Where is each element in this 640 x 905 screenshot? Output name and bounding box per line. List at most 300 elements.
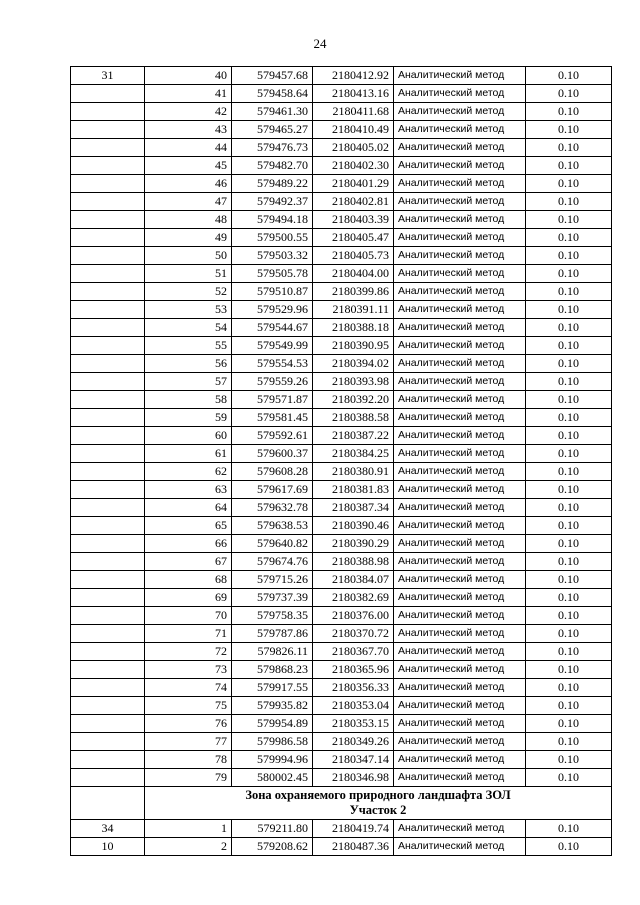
- x-coordinate-cell: 579211.80: [232, 820, 313, 838]
- error-cell: 0.10: [526, 409, 612, 427]
- table-row: [71, 571, 612, 589]
- x-coordinate-cell: 579510.87: [232, 283, 313, 301]
- point-number-cell: 45: [145, 157, 232, 175]
- y-coordinate-cell: 2180390.95: [313, 337, 394, 355]
- x-coordinate-cell: 579787.86: [232, 625, 313, 643]
- contour-cell: [71, 499, 145, 517]
- y-coordinate-cell: 2180393.98: [313, 373, 394, 391]
- y-coordinate-cell: 2180403.39: [313, 211, 394, 229]
- y-coordinate-cell: 2180405.02: [313, 139, 394, 157]
- point-number-cell: 70: [145, 607, 232, 625]
- error-cell: 0.10: [526, 463, 612, 481]
- point-number-cell: 65: [145, 517, 232, 535]
- x-coordinate-cell: 579554.53: [232, 355, 313, 373]
- x-coordinate-cell: 579935.82: [232, 697, 313, 715]
- y-coordinate-cell: 2180380.91: [313, 463, 394, 481]
- error-cell: 0.10: [526, 103, 612, 121]
- x-coordinate-cell: 579505.78: [232, 265, 313, 283]
- method-cell: Аналитический метод: [394, 769, 526, 787]
- point-number-cell: 74: [145, 679, 232, 697]
- method-cell: Аналитический метод: [394, 265, 526, 283]
- point-number-cell: 2: [145, 838, 232, 856]
- y-coordinate-cell: 2180402.30: [313, 157, 394, 175]
- contour-cell: [71, 229, 145, 247]
- method-cell: Аналитический метод: [394, 499, 526, 517]
- y-coordinate-cell: 2180392.20: [313, 391, 394, 409]
- point-number-cell: 51: [145, 265, 232, 283]
- point-number-cell: 53: [145, 301, 232, 319]
- table-row: [71, 247, 612, 265]
- x-coordinate-cell: 579737.39: [232, 589, 313, 607]
- y-coordinate-cell: 2180387.22: [313, 427, 394, 445]
- point-number-cell: 59: [145, 409, 232, 427]
- table-row: [71, 85, 612, 103]
- x-coordinate-cell: 579489.22: [232, 175, 313, 193]
- contour-cell: [71, 247, 145, 265]
- error-cell: 0.10: [526, 319, 612, 337]
- y-coordinate-cell: 2180391.11: [313, 301, 394, 319]
- table-row: [71, 373, 612, 391]
- point-number-cell: 77: [145, 733, 232, 751]
- table-row: [71, 355, 612, 373]
- contour-cell: [71, 301, 145, 319]
- y-coordinate-cell: 2180388.98: [313, 553, 394, 571]
- table-row: [71, 337, 612, 355]
- contour-cell: [71, 445, 145, 463]
- method-cell: Аналитический метод: [394, 463, 526, 481]
- x-coordinate-cell: 579715.26: [232, 571, 313, 589]
- point-number-cell: 61: [145, 445, 232, 463]
- x-coordinate-cell: 579476.73: [232, 139, 313, 157]
- y-coordinate-cell: 2180404.00: [313, 265, 394, 283]
- method-cell: Аналитический метод: [394, 535, 526, 553]
- point-number-cell: 76: [145, 715, 232, 733]
- contour-cell: [71, 175, 145, 193]
- error-cell: 0.10: [526, 589, 612, 607]
- error-cell: 0.10: [526, 67, 612, 85]
- point-number-cell: 79: [145, 769, 232, 787]
- method-cell: Аналитический метод: [394, 301, 526, 319]
- method-cell: Аналитический метод: [394, 625, 526, 643]
- method-cell: Аналитический метод: [394, 571, 526, 589]
- point-number-cell: 47: [145, 193, 232, 211]
- method-cell: Аналитический метод: [394, 697, 526, 715]
- contour-cell: [71, 211, 145, 229]
- point-number-cell: 64: [145, 499, 232, 517]
- method-cell: Аналитический метод: [394, 589, 526, 607]
- x-coordinate-cell: 579640.82: [232, 535, 313, 553]
- section-title-line2: Участок 2: [349, 803, 407, 817]
- section-empty-cell: [71, 787, 145, 820]
- error-cell: 0.10: [526, 733, 612, 751]
- x-coordinate-cell: 579600.37: [232, 445, 313, 463]
- contour-cell: [71, 85, 145, 103]
- error-cell: 0.10: [526, 337, 612, 355]
- y-coordinate-cell: 2180353.15: [313, 715, 394, 733]
- y-coordinate-cell: 2180390.29: [313, 535, 394, 553]
- contour-cell: [71, 139, 145, 157]
- error-cell: 0.10: [526, 373, 612, 391]
- error-cell: 0.10: [526, 535, 612, 553]
- error-cell: 0.10: [526, 517, 612, 535]
- contour-cell: [71, 751, 145, 769]
- table-row: [71, 715, 612, 733]
- table-row: [71, 607, 612, 625]
- table-row: [71, 103, 612, 121]
- error-cell: 0.10: [526, 751, 612, 769]
- point-number-cell: 55: [145, 337, 232, 355]
- error-cell: 0.10: [526, 838, 612, 856]
- table-row: [71, 535, 612, 553]
- table-row: [71, 193, 612, 211]
- x-coordinate-cell: 579208.62: [232, 838, 313, 856]
- error-cell: 0.10: [526, 175, 612, 193]
- contour-cell: 10: [71, 838, 145, 856]
- x-coordinate-cell: 579592.61: [232, 427, 313, 445]
- point-number-cell: 54: [145, 319, 232, 337]
- error-cell: 0.10: [526, 643, 612, 661]
- table-row: [71, 463, 612, 481]
- error-cell: 0.10: [526, 427, 612, 445]
- error-cell: 0.10: [526, 571, 612, 589]
- point-number-cell: 69: [145, 589, 232, 607]
- method-cell: Аналитический метод: [394, 373, 526, 391]
- y-coordinate-cell: 2180405.73: [313, 247, 394, 265]
- contour-cell: [71, 589, 145, 607]
- y-coordinate-cell: 2180382.69: [313, 589, 394, 607]
- error-cell: 0.10: [526, 211, 612, 229]
- point-number-cell: 78: [145, 751, 232, 769]
- contour-cell: [71, 427, 145, 445]
- y-coordinate-cell: 2180390.46: [313, 517, 394, 535]
- x-coordinate-cell: 579544.67: [232, 319, 313, 337]
- point-number-cell: 58: [145, 391, 232, 409]
- contour-cell: [71, 625, 145, 643]
- error-cell: 0.10: [526, 301, 612, 319]
- contour-cell: 34: [71, 820, 145, 838]
- y-coordinate-cell: 2180349.26: [313, 733, 394, 751]
- contour-cell: [71, 409, 145, 427]
- table-row: [71, 589, 612, 607]
- table-row: [71, 391, 612, 409]
- x-coordinate-cell: 579492.37: [232, 193, 313, 211]
- error-cell: 0.10: [526, 391, 612, 409]
- x-coordinate-cell: 579461.30: [232, 103, 313, 121]
- error-cell: 0.10: [526, 697, 612, 715]
- point-number-cell: 42: [145, 103, 232, 121]
- x-coordinate-cell: 579986.58: [232, 733, 313, 751]
- table-row: [71, 697, 612, 715]
- contour-cell: [71, 355, 145, 373]
- point-number-cell: 48: [145, 211, 232, 229]
- y-coordinate-cell: 2180367.70: [313, 643, 394, 661]
- x-coordinate-cell: 579458.64: [232, 85, 313, 103]
- error-cell: 0.10: [526, 625, 612, 643]
- y-coordinate-cell: 2180376.00: [313, 607, 394, 625]
- y-coordinate-cell: 2180347.14: [313, 751, 394, 769]
- error-cell: 0.10: [526, 607, 612, 625]
- contour-cell: [71, 283, 145, 301]
- method-cell: Аналитический метод: [394, 337, 526, 355]
- y-coordinate-cell: 2180388.58: [313, 409, 394, 427]
- method-cell: Аналитический метод: [394, 85, 526, 103]
- x-coordinate-cell: 579994.96: [232, 751, 313, 769]
- y-coordinate-cell: 2180399.86: [313, 283, 394, 301]
- contour-cell: [71, 679, 145, 697]
- method-cell: Аналитический метод: [394, 139, 526, 157]
- section-title-line1: Зона охраняемого природного ландшафта ЗОЛ: [245, 788, 511, 802]
- point-number-cell: 71: [145, 625, 232, 643]
- method-cell: Аналитический метод: [394, 67, 526, 85]
- table-row: [71, 625, 612, 643]
- x-coordinate-cell: 579826.11: [232, 643, 313, 661]
- table-row: [71, 820, 612, 838]
- section-header-row: [71, 787, 612, 820]
- table-row: [71, 211, 612, 229]
- table-row: [71, 427, 612, 445]
- error-cell: 0.10: [526, 499, 612, 517]
- contour-cell: [71, 373, 145, 391]
- x-coordinate-cell: 579608.28: [232, 463, 313, 481]
- contour-cell: 31: [71, 67, 145, 85]
- y-coordinate-cell: 2180387.34: [313, 499, 394, 517]
- method-cell: Аналитический метод: [394, 193, 526, 211]
- x-coordinate-cell: 579494.18: [232, 211, 313, 229]
- contour-cell: [71, 319, 145, 337]
- y-coordinate-cell: 2180346.98: [313, 769, 394, 787]
- x-coordinate-cell: 579529.96: [232, 301, 313, 319]
- table-row: [71, 139, 612, 157]
- contour-cell: [71, 769, 145, 787]
- method-cell: Аналитический метод: [394, 751, 526, 769]
- x-coordinate-cell: 579868.23: [232, 661, 313, 679]
- table-row: [71, 751, 612, 769]
- contour-cell: [71, 535, 145, 553]
- method-cell: Аналитический метод: [394, 283, 526, 301]
- point-number-cell: 56: [145, 355, 232, 373]
- contour-cell: [71, 265, 145, 283]
- y-coordinate-cell: 2180402.81: [313, 193, 394, 211]
- point-number-cell: 44: [145, 139, 232, 157]
- table-row: [71, 679, 612, 697]
- method-cell: Аналитический метод: [394, 517, 526, 535]
- y-coordinate-cell: 2180413.16: [313, 85, 394, 103]
- method-cell: Аналитический метод: [394, 481, 526, 499]
- table-row: [71, 229, 612, 247]
- x-coordinate-cell: 579559.26: [232, 373, 313, 391]
- table-row: [71, 301, 612, 319]
- table-row: [71, 517, 612, 535]
- table-row: [71, 481, 612, 499]
- method-cell: Аналитический метод: [394, 445, 526, 463]
- contour-cell: [71, 733, 145, 751]
- point-number-cell: 66: [145, 535, 232, 553]
- error-cell: 0.10: [526, 229, 612, 247]
- table-row: [71, 838, 612, 856]
- error-cell: 0.10: [526, 265, 612, 283]
- x-coordinate-cell: 579581.45: [232, 409, 313, 427]
- error-cell: 0.10: [526, 355, 612, 373]
- contour-cell: [71, 697, 145, 715]
- point-number-cell: 41: [145, 85, 232, 103]
- error-cell: 0.10: [526, 715, 612, 733]
- point-number-cell: 40: [145, 67, 232, 85]
- table-row: [71, 121, 612, 139]
- error-cell: 0.10: [526, 481, 612, 499]
- method-cell: Аналитический метод: [394, 733, 526, 751]
- table-row: [71, 769, 612, 787]
- method-cell: Аналитический метод: [394, 409, 526, 427]
- y-coordinate-cell: 2180370.72: [313, 625, 394, 643]
- x-coordinate-cell: 579674.76: [232, 553, 313, 571]
- x-coordinate-cell: 580002.45: [232, 769, 313, 787]
- method-cell: Аналитический метод: [394, 427, 526, 445]
- contour-cell: [71, 121, 145, 139]
- method-cell: Аналитический метод: [394, 715, 526, 733]
- method-cell: Аналитический метод: [394, 838, 526, 856]
- error-cell: 0.10: [526, 121, 612, 139]
- point-number-cell: 46: [145, 175, 232, 193]
- point-number-cell: 68: [145, 571, 232, 589]
- point-number-cell: 1: [145, 820, 232, 838]
- error-cell: 0.10: [526, 283, 612, 301]
- error-cell: 0.10: [526, 247, 612, 265]
- contour-cell: [71, 481, 145, 499]
- coordinates-table: [70, 66, 612, 856]
- error-cell: 0.10: [526, 85, 612, 103]
- point-number-cell: 67: [145, 553, 232, 571]
- section-title: [145, 787, 612, 820]
- method-cell: Аналитический метод: [394, 103, 526, 121]
- y-coordinate-cell: 2180356.33: [313, 679, 394, 697]
- table-row: [71, 265, 612, 283]
- y-coordinate-cell: 2180365.96: [313, 661, 394, 679]
- error-cell: 0.10: [526, 769, 612, 787]
- table-row: [71, 175, 612, 193]
- table-row: [71, 733, 612, 751]
- point-number-cell: 75: [145, 697, 232, 715]
- x-coordinate-cell: 579500.55: [232, 229, 313, 247]
- contour-cell: [71, 103, 145, 121]
- page-number: 24: [313, 36, 327, 51]
- contour-cell: [71, 193, 145, 211]
- method-cell: Аналитический метод: [394, 553, 526, 571]
- contour-cell: [71, 391, 145, 409]
- point-number-cell: 63: [145, 481, 232, 499]
- contour-cell: [71, 643, 145, 661]
- point-number-cell: 49: [145, 229, 232, 247]
- y-coordinate-cell: 2180394.02: [313, 355, 394, 373]
- table-row: [71, 67, 612, 85]
- table-row: [71, 409, 612, 427]
- point-number-cell: 57: [145, 373, 232, 391]
- method-cell: Аналитический метод: [394, 247, 526, 265]
- contour-cell: [71, 607, 145, 625]
- point-number-cell: 60: [145, 427, 232, 445]
- y-coordinate-cell: 2180388.18: [313, 319, 394, 337]
- point-number-cell: 50: [145, 247, 232, 265]
- x-coordinate-cell: 579617.69: [232, 481, 313, 499]
- error-cell: 0.10: [526, 661, 612, 679]
- point-number-cell: 73: [145, 661, 232, 679]
- x-coordinate-cell: 579503.32: [232, 247, 313, 265]
- table-row: [71, 643, 612, 661]
- y-coordinate-cell: 2180384.07: [313, 571, 394, 589]
- error-cell: 0.10: [526, 820, 612, 838]
- y-coordinate-cell: 2180412.92: [313, 67, 394, 85]
- point-number-cell: 52: [145, 283, 232, 301]
- method-cell: Аналитический метод: [394, 157, 526, 175]
- error-cell: 0.10: [526, 193, 612, 211]
- coordinates-table-body: [71, 67, 612, 856]
- method-cell: Аналитический метод: [394, 211, 526, 229]
- y-coordinate-cell: 2180410.49: [313, 121, 394, 139]
- method-cell: Аналитический метод: [394, 391, 526, 409]
- point-number-cell: 62: [145, 463, 232, 481]
- y-coordinate-cell: 2180381.83: [313, 481, 394, 499]
- method-cell: Аналитический метод: [394, 175, 526, 193]
- point-number-cell: 43: [145, 121, 232, 139]
- x-coordinate-cell: 579632.78: [232, 499, 313, 517]
- table-row: [71, 445, 612, 463]
- x-coordinate-cell: 579549.99: [232, 337, 313, 355]
- table-row: [71, 157, 612, 175]
- method-cell: Аналитический метод: [394, 121, 526, 139]
- table-row: [71, 319, 612, 337]
- method-cell: Аналитический метод: [394, 679, 526, 697]
- x-coordinate-cell: 579457.68: [232, 67, 313, 85]
- method-cell: Аналитический метод: [394, 643, 526, 661]
- method-cell: Аналитический метод: [394, 661, 526, 679]
- x-coordinate-cell: 579758.35: [232, 607, 313, 625]
- y-coordinate-cell: 2180405.47: [313, 229, 394, 247]
- contour-cell: [71, 715, 145, 733]
- method-cell: Аналитический метод: [394, 229, 526, 247]
- contour-cell: [71, 571, 145, 589]
- x-coordinate-cell: 579638.53: [232, 517, 313, 535]
- y-coordinate-cell: 2180411.68: [313, 103, 394, 121]
- method-cell: Аналитический метод: [394, 319, 526, 337]
- table-row: [71, 499, 612, 517]
- contour-cell: [71, 337, 145, 355]
- contour-cell: [71, 463, 145, 481]
- point-number-cell: 72: [145, 643, 232, 661]
- y-coordinate-cell: 2180487.36: [313, 838, 394, 856]
- x-coordinate-cell: 579954.89: [232, 715, 313, 733]
- y-coordinate-cell: 2180419.74: [313, 820, 394, 838]
- method-cell: Аналитический метод: [394, 607, 526, 625]
- y-coordinate-cell: 2180401.29: [313, 175, 394, 193]
- table-row: [71, 553, 612, 571]
- x-coordinate-cell: 579917.55: [232, 679, 313, 697]
- y-coordinate-cell: 2180353.04: [313, 697, 394, 715]
- contour-cell: [71, 661, 145, 679]
- error-cell: 0.10: [526, 445, 612, 463]
- x-coordinate-cell: 579571.87: [232, 391, 313, 409]
- error-cell: 0.10: [526, 679, 612, 697]
- error-cell: 0.10: [526, 553, 612, 571]
- contour-cell: [71, 517, 145, 535]
- x-coordinate-cell: 579482.70: [232, 157, 313, 175]
- contour-cell: [71, 553, 145, 571]
- error-cell: 0.10: [526, 139, 612, 157]
- method-cell: Аналитический метод: [394, 355, 526, 373]
- table-row: [71, 283, 612, 301]
- error-cell: 0.10: [526, 157, 612, 175]
- method-cell: Аналитический метод: [394, 820, 526, 838]
- y-coordinate-cell: 2180384.25: [313, 445, 394, 463]
- contour-cell: [71, 157, 145, 175]
